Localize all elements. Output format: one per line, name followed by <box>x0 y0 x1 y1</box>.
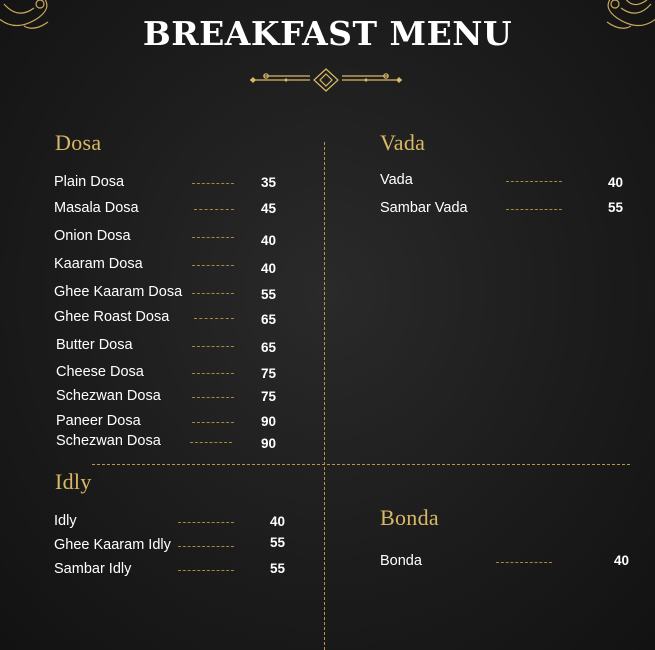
leader-line <box>192 265 234 266</box>
item-name: Schezwan Dosa <box>56 433 161 449</box>
leader-line <box>194 318 234 319</box>
item-name: Paneer Dosa <box>56 413 141 429</box>
leader-line <box>192 293 234 294</box>
leader-line <box>190 442 232 443</box>
item-name: Masala Dosa <box>54 200 139 216</box>
leader-line <box>192 237 234 238</box>
section-heading-idly: Idly <box>55 469 92 494</box>
section-heading-vada: Vada <box>380 130 426 155</box>
item-name: Sambar Idly <box>54 561 132 577</box>
item-name: Onion Dosa <box>54 228 131 244</box>
vertical-divider <box>324 142 325 650</box>
leader-line <box>178 570 234 571</box>
item-name: Bonda <box>380 553 422 569</box>
item-price: 65 <box>261 340 277 355</box>
item-name: Ghee Roast Dosa <box>54 309 170 325</box>
item-name: Sambar Vada <box>380 200 468 216</box>
item-price: 55 <box>261 287 277 302</box>
item-name: Kaaram Dosa <box>54 256 143 272</box>
item-price: 45 <box>261 201 277 216</box>
leader-line <box>192 373 234 374</box>
leader-line <box>496 562 552 563</box>
item-price: 40 <box>270 514 286 529</box>
leader-line <box>178 522 234 523</box>
leader-line <box>178 546 234 547</box>
item-name: Ghee Kaaram Idly <box>54 537 171 553</box>
item-name: Plain Dosa <box>54 174 125 190</box>
item-name: Ghee Kaaram Dosa <box>54 284 183 300</box>
leader-line <box>506 181 562 182</box>
section-heading-bonda: Bonda <box>380 505 439 530</box>
section-heading-dosa: Dosa <box>55 130 102 155</box>
item-price: 40 <box>614 553 630 568</box>
leader-line <box>192 346 234 347</box>
item-name: Idly <box>54 513 77 529</box>
page-title: BREAKFAST MENU <box>142 14 513 53</box>
item-price: 90 <box>261 414 277 429</box>
item-price: 40 <box>261 233 277 248</box>
item-price: 55 <box>270 561 286 576</box>
leader-line <box>192 397 234 398</box>
leader-line <box>192 183 234 184</box>
item-price: 75 <box>261 389 277 404</box>
item-price: 65 <box>261 312 277 327</box>
item-name: Butter Dosa <box>56 337 133 353</box>
item-price: 35 <box>261 175 277 190</box>
item-price: 55 <box>608 200 624 215</box>
leader-line <box>192 422 234 423</box>
leader-line <box>506 209 562 210</box>
item-price: 40 <box>608 175 624 190</box>
title-divider-ornament-icon <box>246 66 406 94</box>
horizontal-divider <box>92 464 630 465</box>
item-price: 55 <box>270 535 286 550</box>
item-name: Vada <box>380 172 413 188</box>
item-price: 40 <box>261 261 277 276</box>
item-name: Schezwan Dosa <box>56 388 161 404</box>
leader-line <box>194 209 234 210</box>
item-name: Cheese Dosa <box>56 364 144 380</box>
item-price: 75 <box>261 366 277 381</box>
item-price: 90 <box>261 436 277 451</box>
